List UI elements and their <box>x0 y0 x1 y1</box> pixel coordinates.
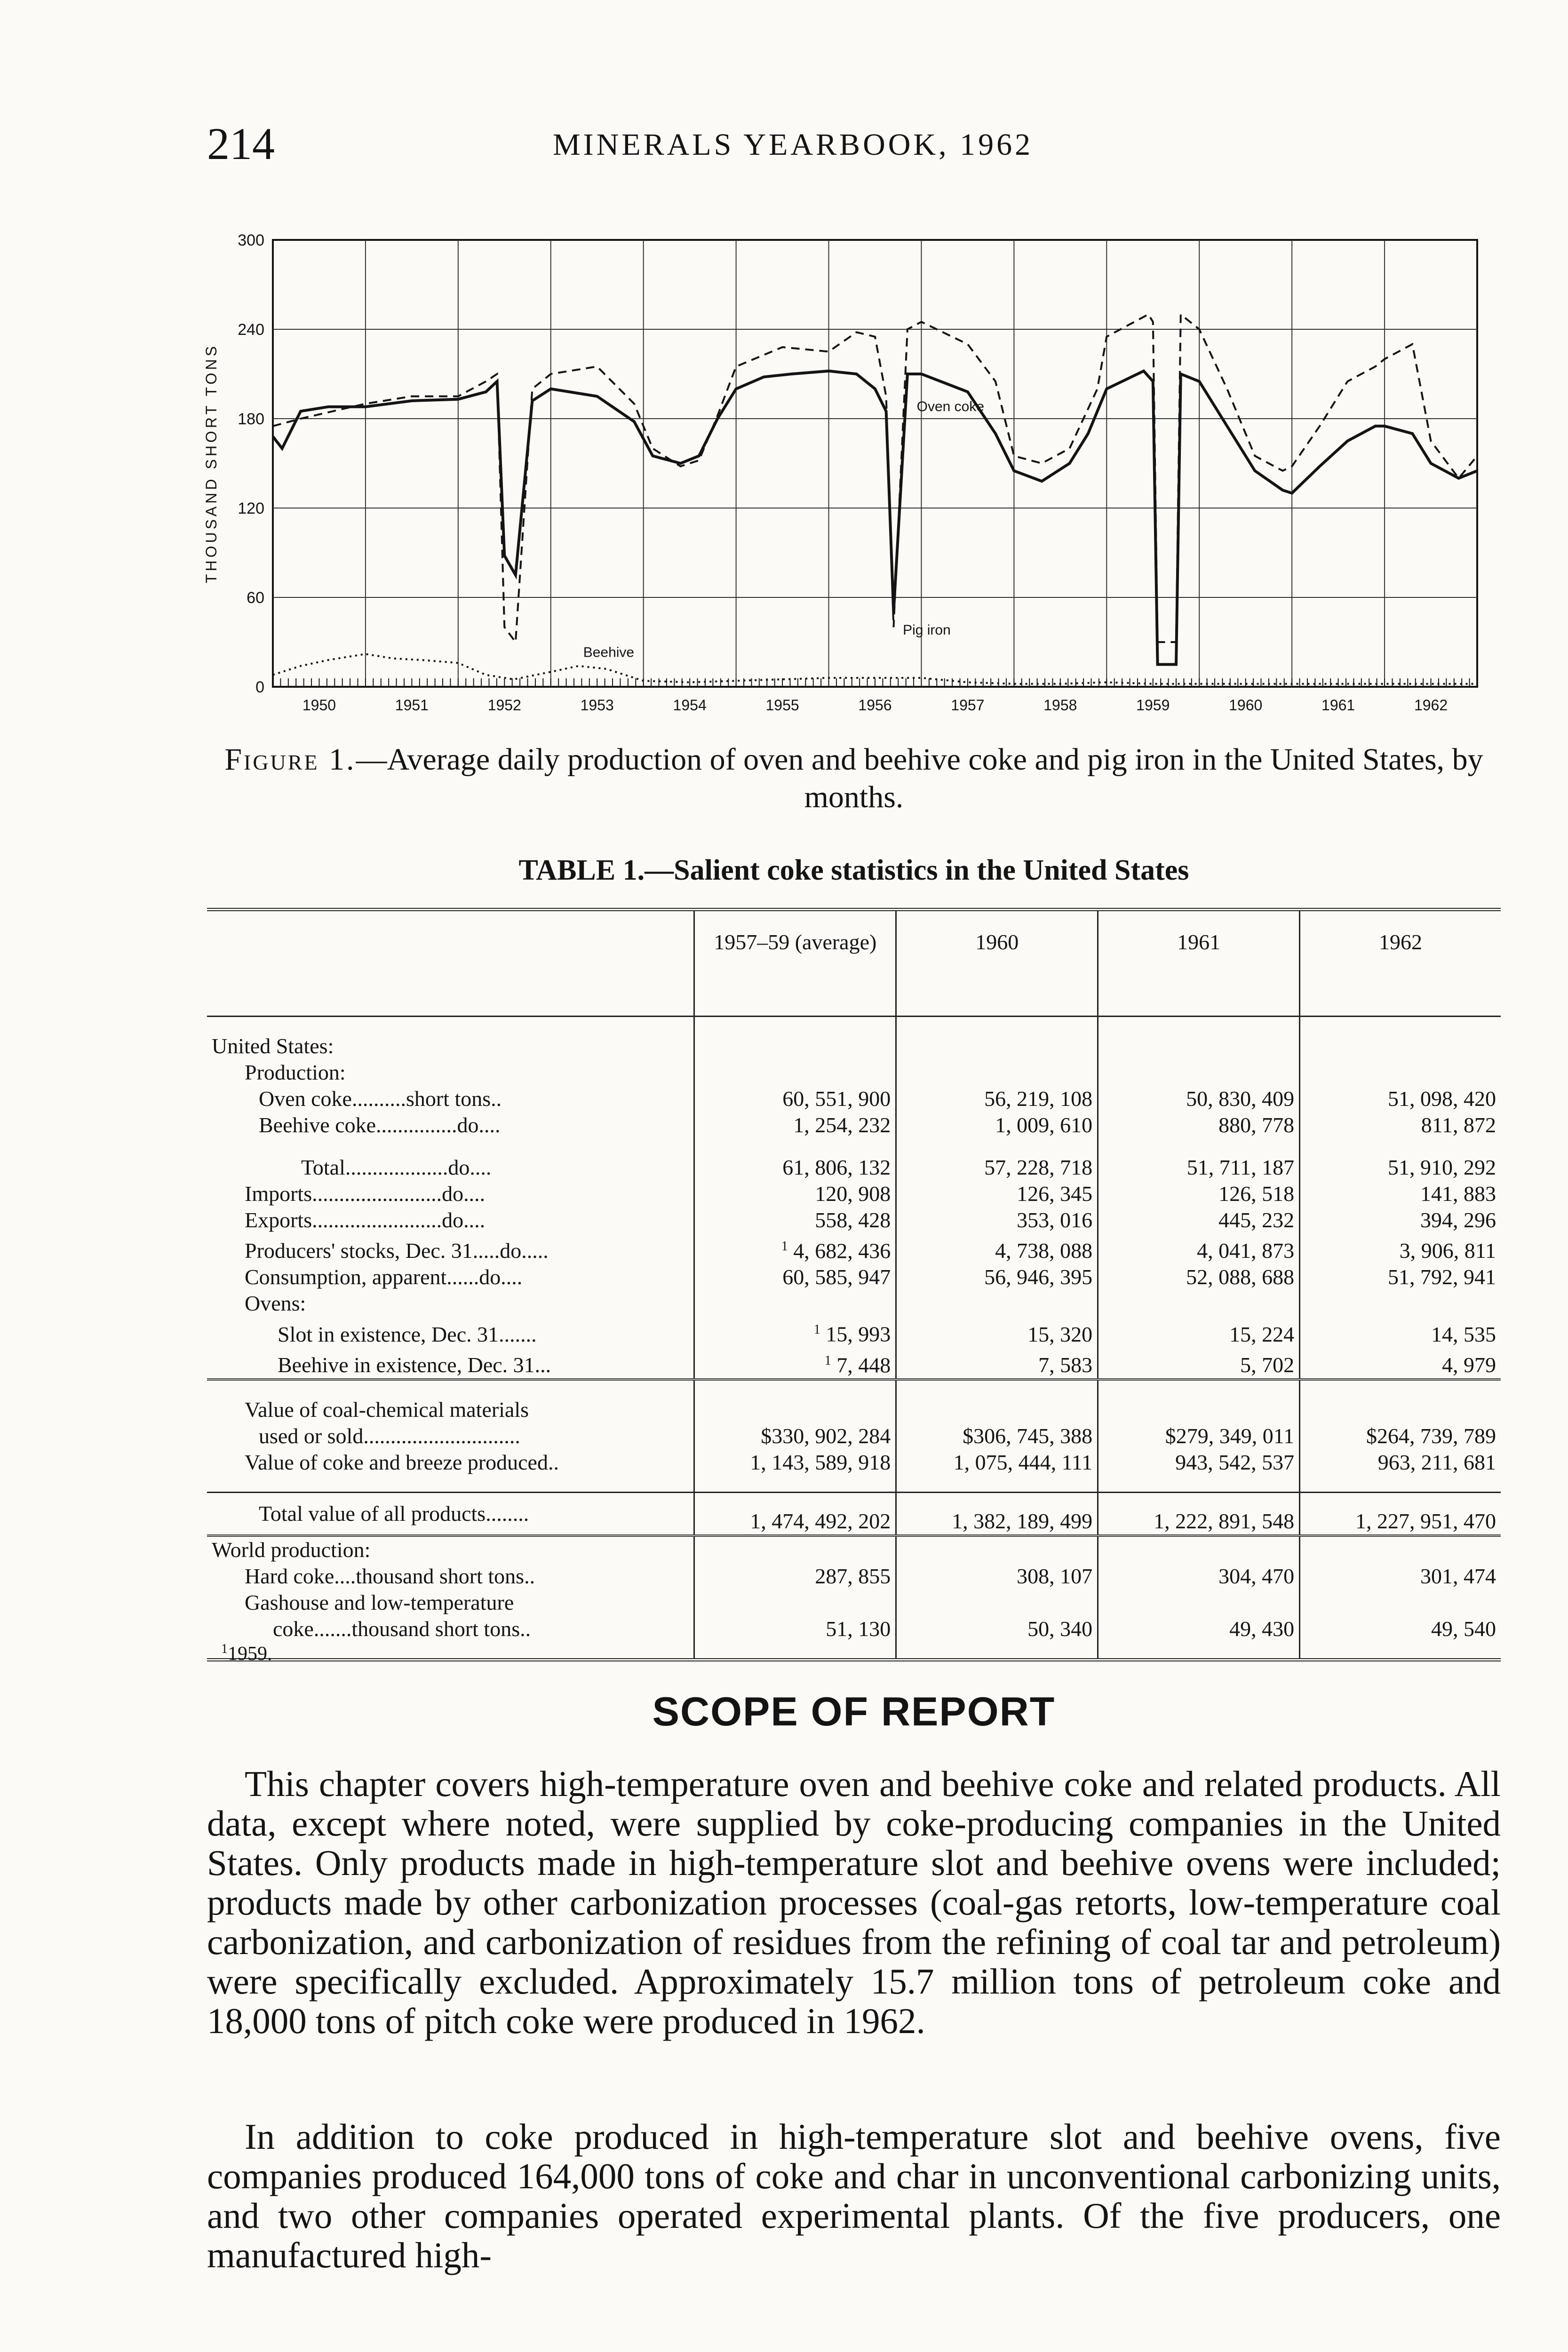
table-col-header: 1960 <box>896 910 1098 1017</box>
x-tick-label: 1960 <box>1229 697 1263 714</box>
table-cell: 308, 107 <box>896 1563 1098 1589</box>
y-tick-label: 0 <box>255 678 264 696</box>
table-cell: 57, 228, 718 <box>896 1154 1098 1181</box>
table-cell: 5, 702 <box>1098 1348 1300 1380</box>
table-row <box>207 1317 1501 1347</box>
table-cell: 60, 551, 900 <box>694 1086 896 1112</box>
x-tick-label: 1959 <box>1136 697 1170 714</box>
row-label: Value of coke and breeze produced.. <box>245 1450 559 1474</box>
figure-caption <box>207 741 1501 816</box>
row-label: Gashouse and low-temperature <box>245 1590 514 1614</box>
x-tick-label: 1954 <box>673 697 707 714</box>
table-cell: 287, 855 <box>694 1563 896 1589</box>
row-label: Hard coke....thousand short tons.. <box>245 1564 535 1588</box>
table-row <box>207 1154 1501 1181</box>
row-label: Imports........................do.... <box>245 1182 486 1206</box>
table-cell: 353, 016 <box>896 1207 1098 1233</box>
row-label: Exports........................do.... <box>245 1208 486 1232</box>
table-row <box>207 1059 1501 1086</box>
production-line-chart <box>198 221 1491 729</box>
row-label: Total value of all products........ <box>259 1501 529 1526</box>
table-header-stub <box>207 910 694 1017</box>
table-cell: $279, 349, 011 <box>1098 1423 1300 1449</box>
table-cell: 50, 340 <box>896 1616 1098 1642</box>
table-row <box>207 1086 1501 1112</box>
row-label: coke.......thousand short tons.. <box>273 1616 531 1641</box>
table-cell: 1, 222, 891, 548 <box>1098 1492 1300 1535</box>
table-cell: 811, 872 <box>1300 1112 1501 1138</box>
table-cell: 3, 906, 811 <box>1300 1233 1501 1264</box>
table-cell-value: 7, 448 <box>836 1352 891 1377</box>
table-row <box>207 1033 1501 1059</box>
table-cell: 963, 211, 681 <box>1300 1449 1501 1476</box>
footnote-marker: 1 <box>781 1239 788 1254</box>
table-cell: 301, 474 <box>1300 1563 1501 1589</box>
row-label: Beehive coke...............do.... <box>259 1113 501 1137</box>
y-axis-label: THOUSAND SHORT TONS <box>203 343 220 583</box>
table-cell: $264, 739, 789 <box>1300 1423 1501 1449</box>
footnote-marker: 1 <box>813 1322 820 1337</box>
table-cell: 51, 792, 941 <box>1300 1264 1501 1290</box>
table-row <box>207 1616 1501 1642</box>
x-tick-label: 1957 <box>951 697 985 714</box>
figure-caption-text: —Average daily production of oven and beehive coke and pig iron in the United States, by months. <box>356 742 1483 814</box>
table-row <box>207 1233 1501 1264</box>
series-line-oven-coke <box>273 371 1477 665</box>
table-row <box>207 1181 1501 1207</box>
figure-caption-lead: Figure 1. <box>224 742 356 777</box>
table-col-header: 1961 <box>1098 910 1300 1017</box>
table-cell: 7, 583 <box>896 1348 1098 1380</box>
table-cell: 56, 946, 395 <box>896 1264 1098 1290</box>
table-header-row <box>207 910 1501 1017</box>
table-cell: 120, 908 <box>694 1181 896 1207</box>
table-cell: 49, 430 <box>1098 1616 1300 1642</box>
table-cell: 1, 254, 232 <box>694 1112 896 1138</box>
body-paragraph: In addition to coke produced in high-temperature slot and beehive ovens, five companies produced 164,000 tons of coke and char in unconventional carbonizing units, and two other companies operated experimental plants. Of the five producers, one manufactured high- <box>207 2116 1501 2275</box>
row-label: Production: <box>245 1060 346 1084</box>
table-cell: 4, 041, 873 <box>1098 1233 1300 1264</box>
x-tick-label: 1955 <box>765 697 799 714</box>
figure-1-chart <box>198 221 1491 729</box>
table-cell: 4, 738, 088 <box>896 1233 1098 1264</box>
table-row <box>207 1535 1501 1563</box>
table-col-header: 1962 <box>1300 910 1501 1017</box>
row-label: Consumption, apparent......do.... <box>245 1265 523 1289</box>
table-row <box>207 1264 1501 1290</box>
table-cell: 126, 518 <box>1098 1181 1300 1207</box>
row-label: United States: <box>212 1034 334 1058</box>
table-cell: $330, 902, 284 <box>694 1423 896 1449</box>
chart-annotation: Oven coke <box>916 399 985 415</box>
row-label: Producers' stocks, Dec. 31.....do..... <box>245 1239 549 1263</box>
y-tick-label: 120 <box>238 500 264 517</box>
table-cell: 51, 910, 292 <box>1300 1154 1501 1181</box>
y-tick-label: 240 <box>238 321 264 339</box>
table-col-header: 1957–59 (average) <box>694 910 896 1017</box>
table-cell: 60, 585, 947 <box>694 1264 896 1290</box>
table-cell-value: 4, 682, 436 <box>793 1239 891 1263</box>
table-row <box>207 1397 1501 1423</box>
y-tick-label: 180 <box>238 410 264 428</box>
x-tick-label: 1952 <box>487 697 521 714</box>
x-tick-label: 1950 <box>302 697 336 714</box>
table-cell: 943, 542, 537 <box>1098 1449 1300 1476</box>
table-cell: 1, 075, 444, 111 <box>896 1449 1098 1476</box>
page-number: 214 <box>207 119 275 169</box>
table-row <box>207 1449 1501 1476</box>
footnote-text: 1959. <box>228 1643 272 1665</box>
x-tick-label: 1956 <box>858 697 892 714</box>
series-line-pig-iron <box>273 314 1477 642</box>
row-label: Ovens: <box>245 1291 306 1316</box>
table-cell: 4, 979 <box>1300 1348 1501 1380</box>
running-title: MINERALS YEARBOOK, 1962 <box>553 127 1034 162</box>
x-tick-label: 1961 <box>1321 697 1355 714</box>
table-cell: 15, 224 <box>1098 1317 1300 1347</box>
row-label: Beehive in existence, Dec. 31... <box>278 1352 551 1377</box>
table-cell: 15, 320 <box>896 1317 1098 1347</box>
table-row <box>207 1207 1501 1233</box>
table-cell: 1, 227, 951, 470 <box>1300 1492 1501 1535</box>
table-row <box>207 1492 1501 1535</box>
row-label: used or sold............................. <box>259 1423 520 1448</box>
table-row <box>207 1112 1501 1138</box>
table-cell: 394, 296 <box>1300 1207 1501 1233</box>
footnote-mark: 1 <box>221 1642 228 1656</box>
table-cell: $306, 745, 388 <box>896 1423 1098 1449</box>
table-cell: 52, 088, 688 <box>1098 1264 1300 1290</box>
table-cell: 14, 535 <box>1300 1317 1501 1347</box>
table-cell: 126, 345 <box>896 1181 1098 1207</box>
y-tick-label: 300 <box>238 231 264 249</box>
table-cell: 61, 806, 132 <box>694 1154 896 1181</box>
table-cell <box>694 1348 896 1380</box>
table-cell: 49, 540 <box>1300 1616 1501 1642</box>
row-label: Total...................do.... <box>301 1155 492 1179</box>
body-paragraph: This chapter covers high-temperature oven and beehive coke and related products. All data, except where noted, were supplied by coke-producing companies in the United States. Only products made in high-temperature slot and beehive ovens were included; products made by other carbonization processes (coal-gas retorts, low-temperature coal carbonization, and carbonization of residues from the refining of coal tar and petroleum) were specifically excluded. Approximately 15.7 million tons of petroleum coke and 18,000 tons of pitch coke were produced in 1962. <box>207 1764 1501 2041</box>
table-cell: 1, 143, 589, 918 <box>694 1449 896 1476</box>
salient-coke-table <box>207 908 1501 1661</box>
table-cell: 304, 470 <box>1098 1563 1300 1589</box>
table-cell: 51, 711, 187 <box>1098 1154 1300 1181</box>
table-cell: 1, 009, 610 <box>896 1112 1098 1138</box>
table-cell: 445, 232 <box>1098 1207 1300 1233</box>
table-cell: 1, 474, 492, 202 <box>694 1492 896 1535</box>
table-cell <box>694 1233 896 1264</box>
table-cell: 558, 428 <box>694 1207 896 1233</box>
table-cell: 50, 830, 409 <box>1098 1086 1300 1112</box>
table-cell: 51, 130 <box>694 1616 896 1642</box>
footnote-marker: 1 <box>824 1353 831 1368</box>
table-cell: 56, 219, 108 <box>896 1086 1098 1112</box>
table-row <box>207 1423 1501 1449</box>
chart-annotation: Pig iron <box>903 622 951 638</box>
row-label: Slot in existence, Dec. 31....... <box>278 1322 537 1346</box>
row-label: Value of coal-chemical materials <box>245 1397 529 1422</box>
row-label: World production: <box>212 1537 371 1562</box>
x-tick-label: 1951 <box>395 697 429 714</box>
table-cell: 880, 778 <box>1098 1112 1300 1138</box>
chart-annotation: Beehive <box>583 644 635 660</box>
table-cell <box>694 1317 896 1347</box>
section-heading: SCOPE OF REPORT <box>652 1689 1056 1734</box>
table-row <box>207 1348 1501 1380</box>
y-tick-label: 60 <box>247 589 264 607</box>
table-footnote <box>221 1642 272 1665</box>
table-row <box>207 1290 1501 1317</box>
row-label: Oven coke..........short tons.. <box>259 1087 502 1111</box>
table-cell: 1, 382, 189, 499 <box>896 1492 1098 1535</box>
table-row <box>207 1589 1501 1616</box>
table-cell: 141, 883 <box>1300 1181 1501 1207</box>
table-cell: 51, 098, 420 <box>1300 1086 1501 1112</box>
x-tick-label: 1962 <box>1414 697 1448 714</box>
plot-frame <box>273 240 1477 687</box>
table-title: TABLE 1.—Salient coke statistics in the United States <box>518 854 1189 886</box>
x-tick-label: 1958 <box>1043 697 1077 714</box>
table-cell-value: 15, 993 <box>826 1322 891 1346</box>
table-row <box>207 1563 1501 1589</box>
x-tick-label: 1953 <box>580 697 614 714</box>
